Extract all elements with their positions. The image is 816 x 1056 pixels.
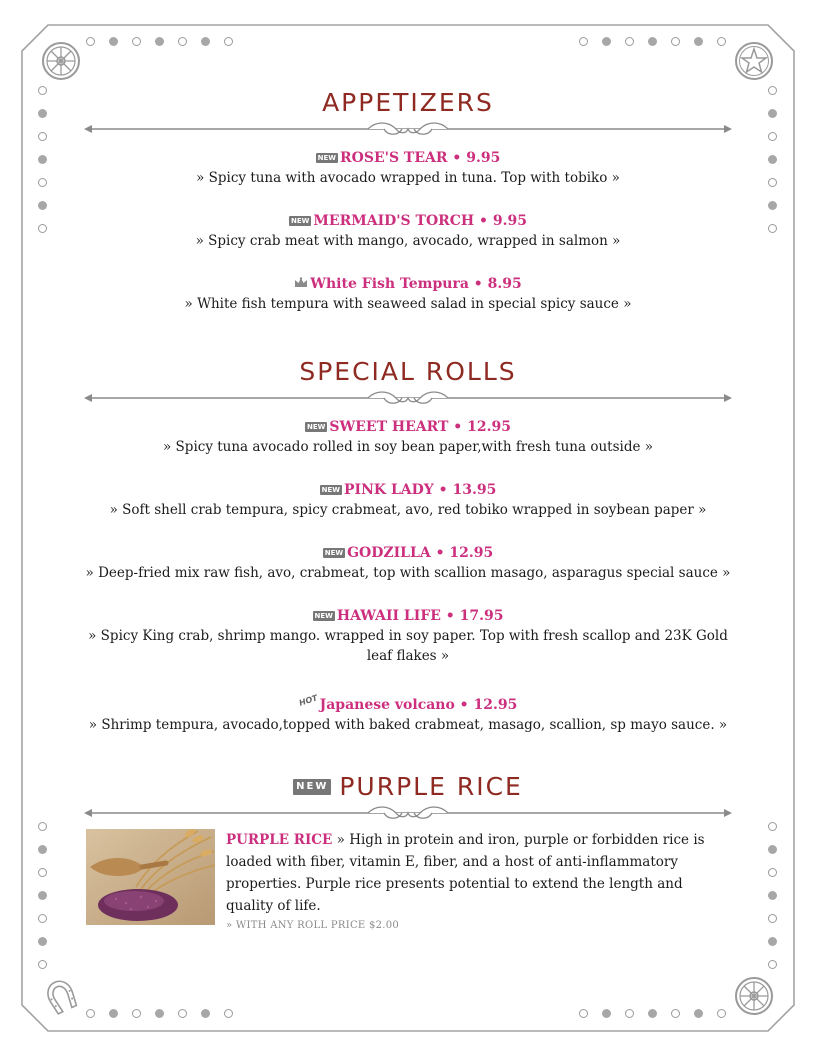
price-separator: • xyxy=(454,697,474,713)
price-separator: • xyxy=(474,213,493,229)
purple-rice-description xyxy=(226,829,718,917)
item-description: » Spicy tuna with avocado wrapped in tuna. Top with tobiko » xyxy=(196,170,620,186)
item-name: GODZILLA xyxy=(347,545,431,561)
special-rolls-list xyxy=(84,417,732,754)
appetizers-list xyxy=(84,148,732,337)
item-description: » Spicy crab meat with mango, avocado, wrapped in salmon » xyxy=(195,233,621,249)
item-name: Japanese volcano xyxy=(319,697,455,713)
item-price: 12.95 xyxy=(473,697,518,713)
menu-item xyxy=(84,148,732,211)
purple-rice-title: PURPLE RICE xyxy=(339,772,523,801)
crown-icon xyxy=(294,277,308,289)
item-name: PINK LADY xyxy=(344,482,434,498)
new-badge: NEW xyxy=(321,486,341,494)
item-price: 8.95 xyxy=(487,276,522,292)
item-name: White Fish Tempura xyxy=(310,276,469,292)
purple-rice-note: » WITH ANY ROLL PRICE $2.00 xyxy=(226,920,400,931)
price-separator: • xyxy=(468,276,488,292)
price-separator: • xyxy=(430,545,450,561)
ornamental-divider xyxy=(84,804,732,822)
section-title xyxy=(84,357,732,387)
new-badge: NEW xyxy=(307,423,326,431)
new-badge: NEW xyxy=(291,217,310,225)
hot-badge: HOT xyxy=(297,693,319,708)
price-separator: • xyxy=(448,419,468,435)
left-upper-dot-column xyxy=(38,86,47,233)
purple-rice-section xyxy=(84,772,732,822)
purple-rice-block xyxy=(86,829,726,939)
menu-item xyxy=(84,691,732,754)
appetizers-title: APPETIZERS xyxy=(322,88,494,117)
purple-rice-photo xyxy=(86,829,215,925)
top-right-dot-row xyxy=(579,37,726,46)
new-badge: NEW xyxy=(317,154,337,162)
left-lower-dot-column xyxy=(38,822,47,969)
section-title xyxy=(84,772,732,802)
menu-item xyxy=(84,480,732,543)
item-price: 9.95 xyxy=(466,150,501,166)
price-separator: • xyxy=(433,482,453,498)
item-price: 12.95 xyxy=(449,545,494,561)
item-description: » Spicy King crab, shrimp mango. wrapped in soy paper. Top with fresh scallop and 23K Gold leaf flakes » xyxy=(88,628,728,664)
menu-item xyxy=(84,417,732,480)
bottom-right-dot-row xyxy=(579,1009,726,1018)
item-name: HAWAII LIFE xyxy=(336,608,441,624)
menu-item xyxy=(84,543,732,606)
item-description: » White fish tempura with seaweed salad in special spicy sauce » xyxy=(184,296,632,312)
special-rolls-section xyxy=(84,357,732,407)
special-rolls-title: SPECIAL ROLLS xyxy=(299,357,517,386)
wagon-wheel-icon xyxy=(733,975,775,1017)
new-badge: NEW xyxy=(293,779,331,795)
item-description: » Shrimp tempura, avocado,topped with baked crabmeat, masago, scallion, sp mayo sauce. » xyxy=(88,717,728,733)
price-separator: • xyxy=(447,150,467,166)
horseshoe-icon xyxy=(40,975,82,1017)
item-price: 9.95 xyxy=(492,213,527,229)
ornamental-divider xyxy=(84,120,732,138)
menu-item xyxy=(84,274,732,337)
purple-rice-lead: PURPLE RICE xyxy=(226,832,333,848)
section-title xyxy=(84,88,732,118)
item-name: SWEET HEART xyxy=(329,419,449,435)
bottom-left-dot-row xyxy=(86,1009,233,1018)
right-lower-dot-column xyxy=(768,822,777,969)
item-price: 12.95 xyxy=(467,419,511,435)
new-badge: NEW xyxy=(314,612,333,620)
sheriff-star-icon xyxy=(733,40,775,82)
item-name: MERMAID'S TORCH xyxy=(313,213,475,229)
menu-item xyxy=(84,211,732,274)
menu-item xyxy=(84,606,732,691)
appetizers-section xyxy=(84,88,732,138)
item-description: » Soft shell crab tempura, spicy crabmeat, avo, red tobiko wrapped in soybean paper » xyxy=(109,502,707,518)
item-name: ROSE'S TEAR xyxy=(340,150,448,166)
purple-rice-desc: » High in protein and iron, purple or forbidden rice is loaded with fiber, vitamin E, fiber, and a host of anti-inflammatory properties. Purple rice presents potential to extend the length and quality of life. xyxy=(226,832,705,914)
item-description: » Deep-fried mix raw fish, avo, crabmeat, top with scallion masago, asparagus special sauce » xyxy=(85,565,731,581)
ornamental-divider xyxy=(84,389,732,407)
top-left-dot-row xyxy=(86,37,233,46)
price-separator: • xyxy=(440,608,460,624)
right-upper-dot-column xyxy=(768,86,777,233)
wagon-wheel-icon xyxy=(40,40,82,82)
item-description: » Spicy tuna avocado rolled in soy bean paper,with fresh tuna outside » xyxy=(163,439,653,455)
new-badge: NEW xyxy=(324,549,344,557)
item-price: 17.95 xyxy=(459,608,504,624)
item-price: 13.95 xyxy=(452,482,497,498)
